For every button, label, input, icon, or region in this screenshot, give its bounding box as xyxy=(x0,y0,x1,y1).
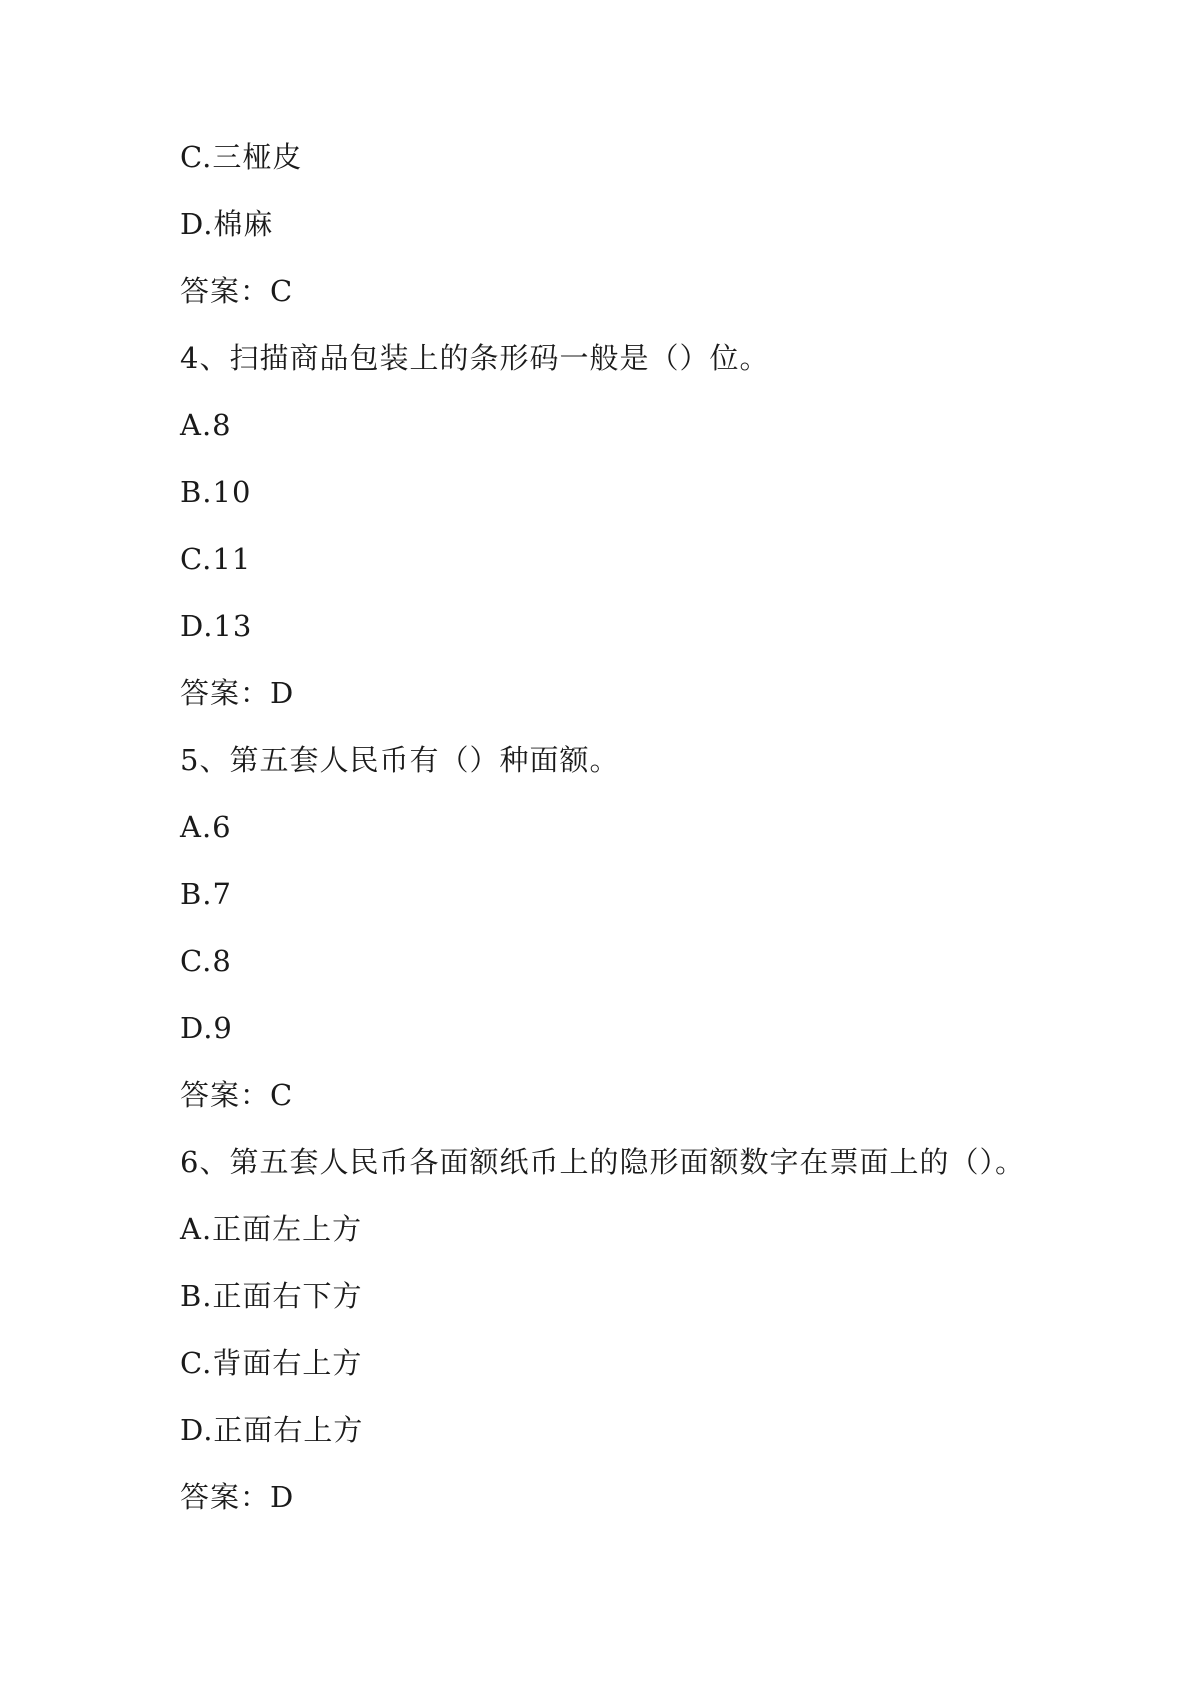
option-b-q5: B.7 xyxy=(180,877,232,911)
option-c-q6: C.背面右上方 xyxy=(180,1346,363,1380)
option-d-q3: D.棉麻 xyxy=(180,207,274,241)
option-b-q4: B.10 xyxy=(180,475,252,509)
answer-q3: 答案：C xyxy=(180,274,294,308)
question-4: 4、扫描商品包装上的条形码一般是（）位。 xyxy=(180,341,770,375)
option-a-q4: A.8 xyxy=(180,408,232,442)
option-a-q5: A.6 xyxy=(180,810,232,844)
question-6: 6、第五套人民币各面额纸币上的隐形面额数字在票面上的（）。 xyxy=(180,1145,1025,1179)
option-b-q6: B.正面右下方 xyxy=(180,1279,363,1313)
option-d-q4: D.13 xyxy=(180,609,253,643)
question-5: 5、第五套人民币有（）种面额。 xyxy=(180,743,620,777)
answer-q5: 答案：C xyxy=(180,1078,294,1112)
option-c-q4: C.11 xyxy=(180,542,252,576)
option-d-q5: D.9 xyxy=(180,1011,233,1045)
option-c-q5: C.8 xyxy=(180,944,232,978)
option-d-q6: D.正面右上方 xyxy=(180,1413,364,1447)
option-a-q6: A.正面左上方 xyxy=(180,1212,363,1246)
option-c-q3: C.三桠皮 xyxy=(180,140,303,174)
answer-q6: 答案：D xyxy=(180,1480,295,1514)
answer-q4: 答案：D xyxy=(180,676,295,710)
